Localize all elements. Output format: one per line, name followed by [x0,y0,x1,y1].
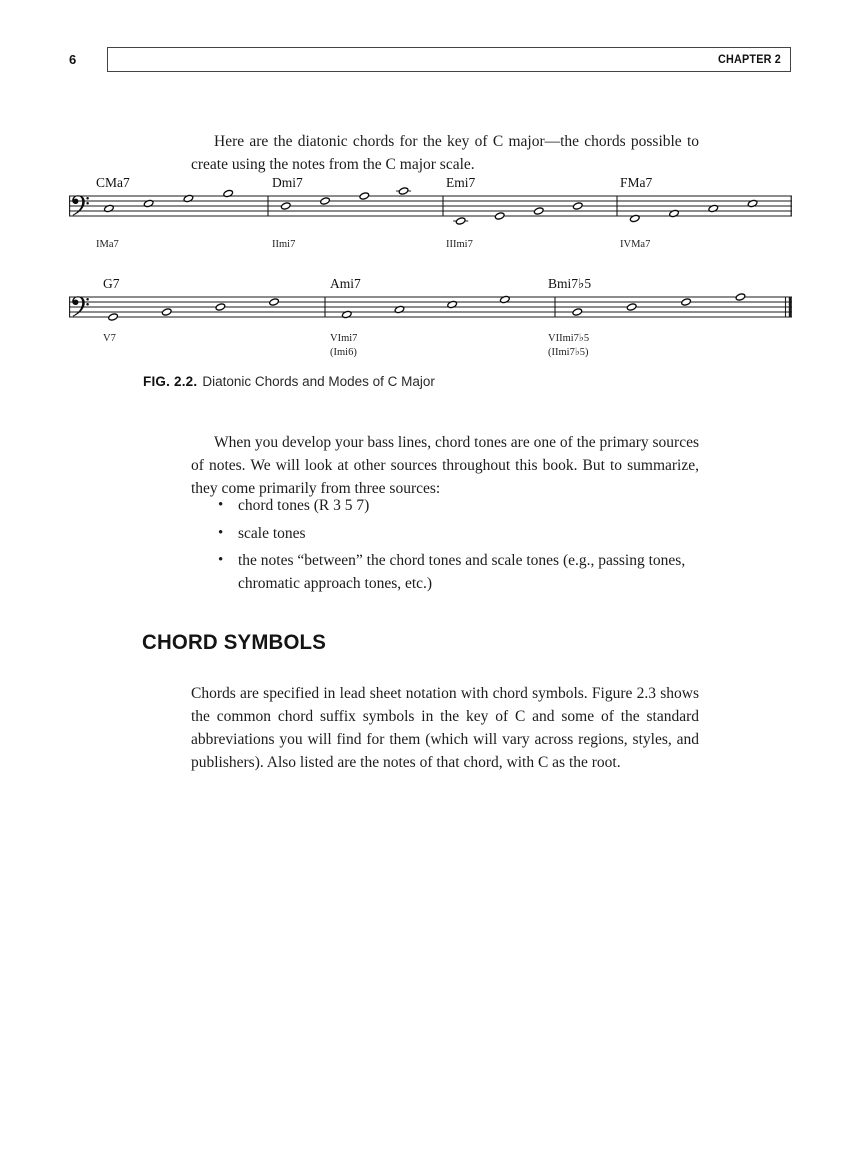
whole-note [681,298,692,306]
chord-label: Ami7 [330,276,361,291]
whole-note [455,217,466,225]
chord-label: FMa7 [620,175,653,190]
roman-numeral-label: IVMa7 [620,239,651,250]
bass-clef-dot-icon [86,202,89,205]
bullet-list [191,494,699,600]
chord-label: Bmi7♭5 [548,276,592,291]
whole-note [626,303,637,311]
section-paragraph: Chords are specified in lead sheet notation with chord symbols. Figure 2.3 shows the common chord suffix symbols in the key of C and some of the standard abbreviations you will find for them (which will vary across regions, styles, and publishers). Also listed are the notes of that chord, with C as the root. [191,684,699,771]
roman-numeral-label: VIImi7♭5 [548,333,590,344]
chord-label: Emi7 [446,175,476,190]
sources-paragraph: When you develop your bass lines, chord tones are one of the primary sources of notes. We will look at other sources throughout this book. But to summarize, they come primarily from three sources: [191,433,699,497]
chapter-header-bar [107,47,791,72]
whole-note [533,207,544,215]
list-item [191,522,699,545]
bass-clef-dot-icon [86,197,89,200]
roman-numeral-alt-label: (IImi7♭5) [548,347,589,358]
bass-clef-icon [72,296,85,316]
bass-clef-dot-icon [86,298,89,301]
staff-2 [69,273,793,363]
whole-note [398,187,409,195]
whole-note [161,308,172,316]
roman-numeral-label: V7 [103,333,116,344]
chapter-label: CHAPTER 2 [718,53,781,66]
whole-note [108,313,119,321]
whole-note [281,202,292,210]
whole-note [359,192,370,200]
whole-note [494,212,505,220]
whole-note [320,197,331,205]
roman-numeral-alt-label: (Imi6) [330,347,357,358]
bass-clef-icon [72,195,85,215]
figure-caption-text: Diatonic Chords and Modes of C Major [202,374,435,389]
roman-numeral-label: IIImi7 [446,239,473,250]
bass-clef-dot-icon [86,303,89,306]
intro-paragraph: Here are the diatonic chords for the key of C major—the chords possible to create using the notes from the C major scale. [191,132,699,173]
list-item [191,494,699,517]
figure-caption-label: FIG. 2.2. [143,374,198,389]
page-number: 6 [69,52,77,67]
bullet-text: chord tones (R 3 5 7) [238,497,370,514]
bullet-text: scale tones [238,524,306,542]
whole-note [572,308,583,316]
chord-label: Dmi7 [272,175,303,190]
whole-note [573,202,584,210]
whole-note [735,293,746,301]
roman-numeral-label: IMa7 [96,239,119,250]
whole-note [269,298,280,306]
section-heading: CHORD SYMBOLS [142,630,327,654]
roman-numeral-label: VImi7 [330,333,358,344]
list-item [191,549,699,595]
roman-numeral-label: IImi7 [272,239,296,250]
bullet-text: the notes “between” the chord tones and scale tones (e.g., passing tones, chromatic approach tones, etc.) [238,552,686,592]
whole-note [215,303,226,311]
chord-label: CMa7 [96,175,130,190]
chord-label: G7 [103,276,120,291]
final-barline [789,297,792,317]
staff-1 [69,172,793,254]
figure-caption [143,374,435,389]
